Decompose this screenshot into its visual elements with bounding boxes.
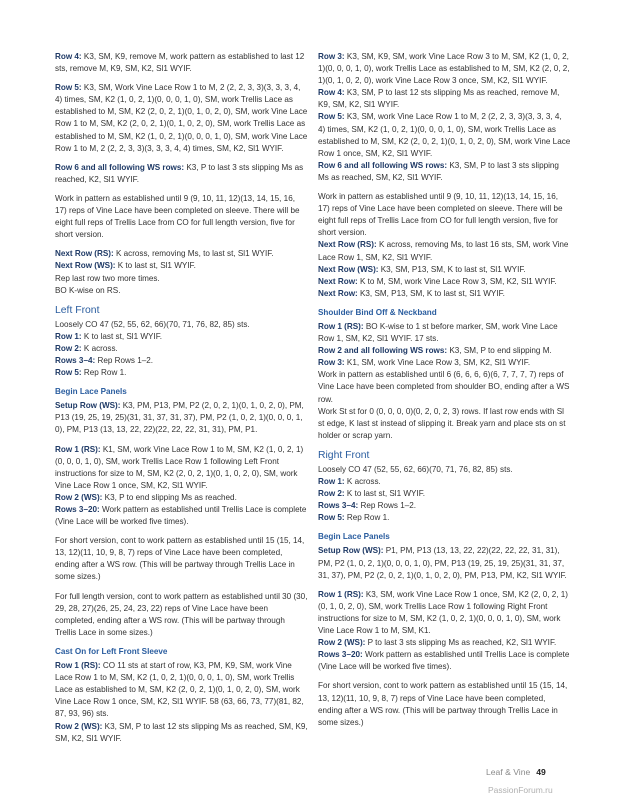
instruction-text: K across, removing Ms, to last st, Sl1 WYIF. (113, 249, 274, 259)
row-label: Row 5: (55, 368, 82, 378)
row-label: Row 1 (RS): (318, 321, 364, 331)
instruction-text: K1, SM, work Vine Lace Row 1 to M, SM, K2 (1, 0, 2, 1)(0, 0, 0, 1, 0), SM, work Trellis Lace Row 1 following Left Front instructions for size to M, SM, K2 (2, 0, 2, 1)(0, 1, 0, 2, 0), SM, work Vine Lace Row 1 once, SM, K2, Sl1 WYIF. (55, 444, 304, 490)
instruction-text: P to last 3 sts slipping Ms as reached, K2, Sl1 WYIF. (365, 638, 557, 648)
instruction-paragraph (55, 444, 308, 492)
instruction-paragraph (318, 500, 571, 512)
row-label: Row 6 and all following WS rows: (318, 160, 448, 170)
instruction-text: Work in pattern as established until 9 (9, 10, 11, 12)(13, 14, 15, 16, 17) reps of Vine Lace have been completed on sleeve. There will be eight full reps of Trellis Lace from CO for full length version, five for short version. (55, 193, 300, 240)
instruction-text: K to last st, Sl1 WYIF. (344, 489, 426, 499)
instruction-text: K3, SM, P13, SM, K to last st, Sl1 WYIF. (357, 288, 505, 298)
instruction-text: K3, P to end slipping Ms as reached. (102, 492, 237, 502)
section-heading: Right Front (318, 449, 370, 461)
row-label: Next Row (RS): (318, 240, 377, 250)
instruction-text: K across. (81, 343, 118, 353)
subsection-heading: Begin Lace Panels (55, 387, 127, 397)
instruction-paragraph (55, 273, 308, 285)
instruction-paragraph (55, 535, 308, 583)
instruction-paragraph (318, 191, 571, 239)
instruction-text: K3, SM, P to last 12 sts slipping Ms as reached, remove M, K9, SM, K2, Sl1 WYIF. (318, 88, 560, 110)
instruction-text: Loosely CO 47 (52, 55, 62, 66)(70, 71, 76, 82, 85) sts. (55, 319, 250, 329)
instruction-text: For short version, cont to work pattern as established until 15 (15, 14, 13, 12)(11, 10, 9, 8, 7) reps of Vine Lace have been completed, ending after a WS row. (This will be partway through Trellis Lace in some sizes.) (55, 536, 305, 582)
row-label: Row 6 and all following WS rows: (55, 162, 185, 172)
instruction-paragraph (55, 51, 308, 75)
instruction-paragraph (55, 721, 308, 745)
instruction-paragraph (318, 87, 571, 111)
instruction-text: Rep last row two more times. (55, 273, 160, 283)
row-label: Rows 3–20: (318, 650, 363, 660)
left-column (55, 51, 308, 752)
instruction-paragraph (318, 276, 571, 288)
instruction-text: Rep Rows 1–2. (95, 355, 154, 365)
instruction-text: K1, SM, work Vine Lace Row 3, SM, K2, Sl1 WYIF. (344, 358, 531, 368)
instruction-paragraph (318, 488, 571, 500)
instruction-text: BO K-wise to 1 st before marker, SM, work Vine Lace Row 1, SM, K2, Sl1 WYIF. 17 sts. (318, 321, 558, 344)
instruction-text: CO 11 sts at start of row, K3, PM, K9, SM, work Vine Lace Row 1 to M, SM, K2 (1, 0, 2, 1)(0, 0, 0, 1, 0), SM, work Trellis Lace as established to M, SM, K2 (2, 0, 2, 1)(0, 1, 0, 2, 0), SM, work Vine Lace Row 1 once, SM, K2, Sl1 WYIF. 58 (63, 66, 73, 77)(81, 82, 87, 93, 96) sts. (55, 661, 304, 719)
instruction-text: K3, SM, K9, remove M, work pattern as established to last 12 sts, remove M, K9, SM, K2, Sl1 WYIF. (55, 52, 305, 74)
instruction-text: Work St st for 0 (0, 0, 0, 0)(0, 2, 0, 2, 3) rows. If last row ends with Sl st edge, K last st instead of slipping it. Break yarn and place sts on st holder or scrap yarn. (318, 406, 566, 440)
instruction-paragraph (318, 264, 571, 276)
row-label: Row 2: (55, 343, 82, 353)
row-label: Row 4: (55, 52, 82, 61)
instruction-text: K to last st, Sl1 WYIF. (81, 331, 163, 341)
row-label: Rows 3–20: (55, 505, 100, 514)
instruction-text: K3, SM, K9, SM, work Vine Lace Row 3 to M, SM, K2 (1, 0, 2, 1)(0, 0, 0, 1, 0), work Trellis Lace as established to M, SM, K2 (2, 0, 2, 1)(0, 1, 0, 2, 0), work Vine Lace Row 3 once, SM, K2, Sl1 WYIF. (318, 52, 570, 86)
row-label: Row 1 (RS): (55, 661, 101, 671)
instruction-text: Work pattern as established until Trellis Lace is complete (Vine Lace will be worked five times). (55, 505, 307, 527)
row-label: Row 5: (55, 83, 82, 93)
row-label: Row 1 (RS): (55, 444, 101, 454)
instruction-paragraph (318, 357, 571, 369)
instruction-paragraph (55, 504, 308, 528)
instruction-paragraph (55, 82, 308, 155)
row-label: Row 2: (318, 489, 345, 499)
row-label: Row 5: (318, 513, 345, 523)
instruction-paragraph (318, 649, 571, 673)
instruction-paragraph (318, 345, 571, 357)
instruction-text: For full length version, cont to work pattern as established until 30 (30, 29, 28, 27)(26, 25, 24, 23, 22) reps of Vine Lace have been completed, ending after a WS row. (This will be partway through Trellis Lace in some sizes.) (55, 591, 308, 637)
instruction-paragraph (318, 637, 571, 649)
instruction-text: Rep Rows 1–2. (358, 501, 417, 511)
row-label: Row 3: (318, 52, 345, 61)
instruction-paragraph (318, 111, 571, 159)
instruction-paragraph (55, 193, 308, 241)
row-label: Next Row: (318, 288, 358, 298)
instruction-text: Rep Row 1. (344, 513, 390, 523)
row-label: Row 2 and all following WS rows: (318, 346, 448, 356)
instruction-paragraph (318, 476, 571, 488)
instruction-text: K3, SM, P13, SM, K to last st, Sl1 WYIF. (378, 264, 526, 274)
row-label: Row 4: (318, 88, 345, 98)
instruction-text: K3, SM, P to last 3 sts slipping Ms as reached, SM, K2, Sl1 WYIF. (318, 160, 559, 182)
instruction-paragraph (318, 160, 571, 184)
instruction-paragraph (318, 589, 571, 637)
instruction-paragraph (55, 355, 308, 367)
instruction-paragraph (318, 464, 571, 476)
footer-section-title: Leaf & Vine (486, 767, 531, 777)
instruction-paragraph (55, 248, 308, 260)
page-footer (486, 767, 546, 777)
instruction-text: Work in pattern as established until 9 (9, 10, 11, 12)(13, 14, 15, 16, 17) reps of Vine Lace have been completed on sleeve. There will be eight full reps of Trellis Lace from CO for full length version, five for short version. (318, 192, 563, 238)
row-label: Row 1: (318, 477, 345, 486)
row-label: Setup Row (WS): (318, 546, 384, 556)
instruction-text: Work in pattern as established until 6 (6, 6, 6, 6)(6, 7, 7, 7, 7) reps of Vine Lace have been completed from shoulder BO, ending after a WS row. (318, 370, 570, 404)
subsection-heading: Cast On for Left Front Sleeve (55, 646, 168, 656)
section-heading: Left Front (55, 304, 100, 316)
row-label: Row 2 (WS): (55, 492, 103, 502)
subsection-heading: Begin Lace Panels (318, 532, 390, 542)
row-label: Next Row: (318, 276, 358, 286)
instruction-paragraph (318, 680, 571, 728)
instruction-paragraph (318, 369, 571, 405)
page-number: 49 (536, 767, 546, 777)
instruction-paragraph (55, 331, 308, 343)
instruction-paragraph (55, 367, 308, 379)
row-label: Row 3: (318, 358, 345, 368)
row-label: Rows 3–4: (55, 355, 96, 365)
instruction-paragraph (318, 406, 571, 442)
row-label: Row 5: (318, 112, 345, 122)
instruction-paragraph (55, 591, 308, 639)
instruction-text: P1, PM, P13 (13, 13, 22, 22)(22, 22, 22, 31, 31), PM, P2 (1, 0, 2, 1)(0, 0, 0, 1, 0), PM, P13 (19, 25, 19, 25)(31, 31, 37, 31, 37), PM, P2 (2, 0, 2, 1)(0, 1, 0, 2, 0), PM, P13, PM, K2, Sl1 WYIF. (318, 546, 567, 580)
instruction-text: Loosely CO 47 (52, 55, 62, 66)(70, 71, 76, 82, 85) sts. (318, 464, 513, 474)
instruction-paragraph (318, 51, 571, 87)
row-label: Row 2 (WS): (318, 638, 366, 648)
instruction-paragraph (55, 660, 308, 720)
row-label: Next Row (RS): (55, 249, 114, 259)
row-label: Row 1: (55, 331, 82, 341)
instruction-text: K to last st, Sl1 WYIF. (115, 261, 196, 271)
subsection-heading: Shoulder Bind Off & Neckband (318, 307, 437, 317)
instruction-text: K3, SM, P to end slipping M. (447, 346, 552, 356)
instruction-text: K3, SM, P to last 12 sts slipping Ms as reached, SM, K9, SM, K2, Sl1 WYIF. (55, 721, 308, 743)
instruction-paragraph (55, 285, 308, 297)
instruction-text: K3, PM, P13, PM, P2 (2, 0, 2, 1)(0, 1, 0, 2, 0), PM, P13 (19, 25, 19, 25)(31, 31, 37, 31, 37), PM, P2 (1, 0, 2, 1)(0, 0, 0, 1, 0), PM, P13 (13, 13, 22, 22)(22, 22, 22, 31, 31), PM, P1. (55, 401, 304, 435)
right-column (318, 51, 571, 736)
instruction-text: K3, SM, Work Vine Lace Row 1 to M, 2 (2, 2, 3, 3)(3, 3, 3, 4, 4) times, SM, K2 (1, 0, 2, 1)(0, 0, 0, 1, 0), SM, work Trellis Lace as established to M, SM, K2 (2, 0, 2, 1)(0, 1, 0, 2, 0), SM, work Vine Lace Row 1 to M, SM, K2 (2, 0, 2, 1)(0, 1, 0, 2, 0), SM, work Trellis Lace as established to M, SM, K2 (1, 0, 2, 1)(0, 0, 0, 1, 0), SM, work Vine Lace Row 1 to M, 2 (2, 2, 3, 3)(3, 3, 3, 4, 4) times, SM, K2, Sl1 WYIF. (55, 83, 308, 153)
instruction-paragraph (55, 319, 308, 331)
watermark: PassionForum.ru (488, 785, 553, 795)
row-label: Setup Row (WS): (55, 401, 121, 411)
instruction-text: BO K-wise on RS. (55, 285, 121, 295)
instruction-paragraph (55, 400, 308, 436)
instruction-text: K3, SM, work Vine Lace Row 1 once, SM, K2 (2, 0, 2, 1)(0, 1, 0, 2, 0), SM, work Trellis Lace Row 1 following Right Front instructions for size to M, SM, K2 (1, 0, 2, 1)(0, 0, 0, 1, 0), SM, work Vine Lace Row 1 to M, SM, K1. (318, 589, 569, 636)
row-label: Row 1 (RS): (318, 589, 364, 599)
instruction-text: K across, removing Ms, to last 16 sts, SM, work Vine Lace Row 1, SM, K2, Sl1 WYIF. (318, 240, 569, 262)
instruction-paragraph (318, 545, 571, 581)
instruction-paragraph (55, 343, 308, 355)
row-label: Next Row (WS): (318, 264, 379, 274)
instruction-text: For short version, cont to work pattern as established until 15 (15, 14, 13, 12)(11, 10, 9, 8, 7) reps of Vine Lace have been completed, ending after a WS row. (This will be partway through Trellis Lace in some sizes.) (318, 681, 568, 727)
instruction-text: K3, SM, work Vine Lace Row 1 to M, 2 (2, 2, 3, 3)(3, 3, 3, 4, 4) times, SM, K2 (1, 0, 2, 1)(0, 0, 0, 1, 0), SM, work Trellis Lace as established to M, SM, K2 (2, 0, 2, 1)(0, 1, 0, 2, 0), SM, work Vine Lace Row 1 once, SM, K2, Sl1 WYIF. (318, 112, 571, 158)
instruction-text: Rep Row 1. (81, 368, 127, 378)
row-label: Row 2 (WS): (55, 721, 103, 731)
instruction-paragraph (55, 162, 308, 186)
instruction-paragraph (318, 288, 571, 300)
instruction-text: Work pattern as established until Trellis Lace is complete (Vine Lace will be worked five times). (318, 650, 570, 672)
instruction-paragraph (318, 512, 571, 524)
instruction-paragraph (55, 492, 308, 504)
instruction-paragraph (55, 260, 308, 272)
row-label: Rows 3–4: (318, 501, 359, 511)
instruction-paragraph (318, 239, 571, 263)
row-label: Next Row (WS): (55, 261, 116, 271)
instruction-text: K to M, SM, work Vine Lace Row 3, SM, K2, Sl1 WYIF. (357, 276, 557, 286)
instruction-text: K3, P to last 3 sts slipping Ms as reached, K2, Sl1 WYIF. (55, 162, 304, 184)
instruction-paragraph (318, 321, 571, 345)
instruction-text: K across. (344, 477, 381, 486)
